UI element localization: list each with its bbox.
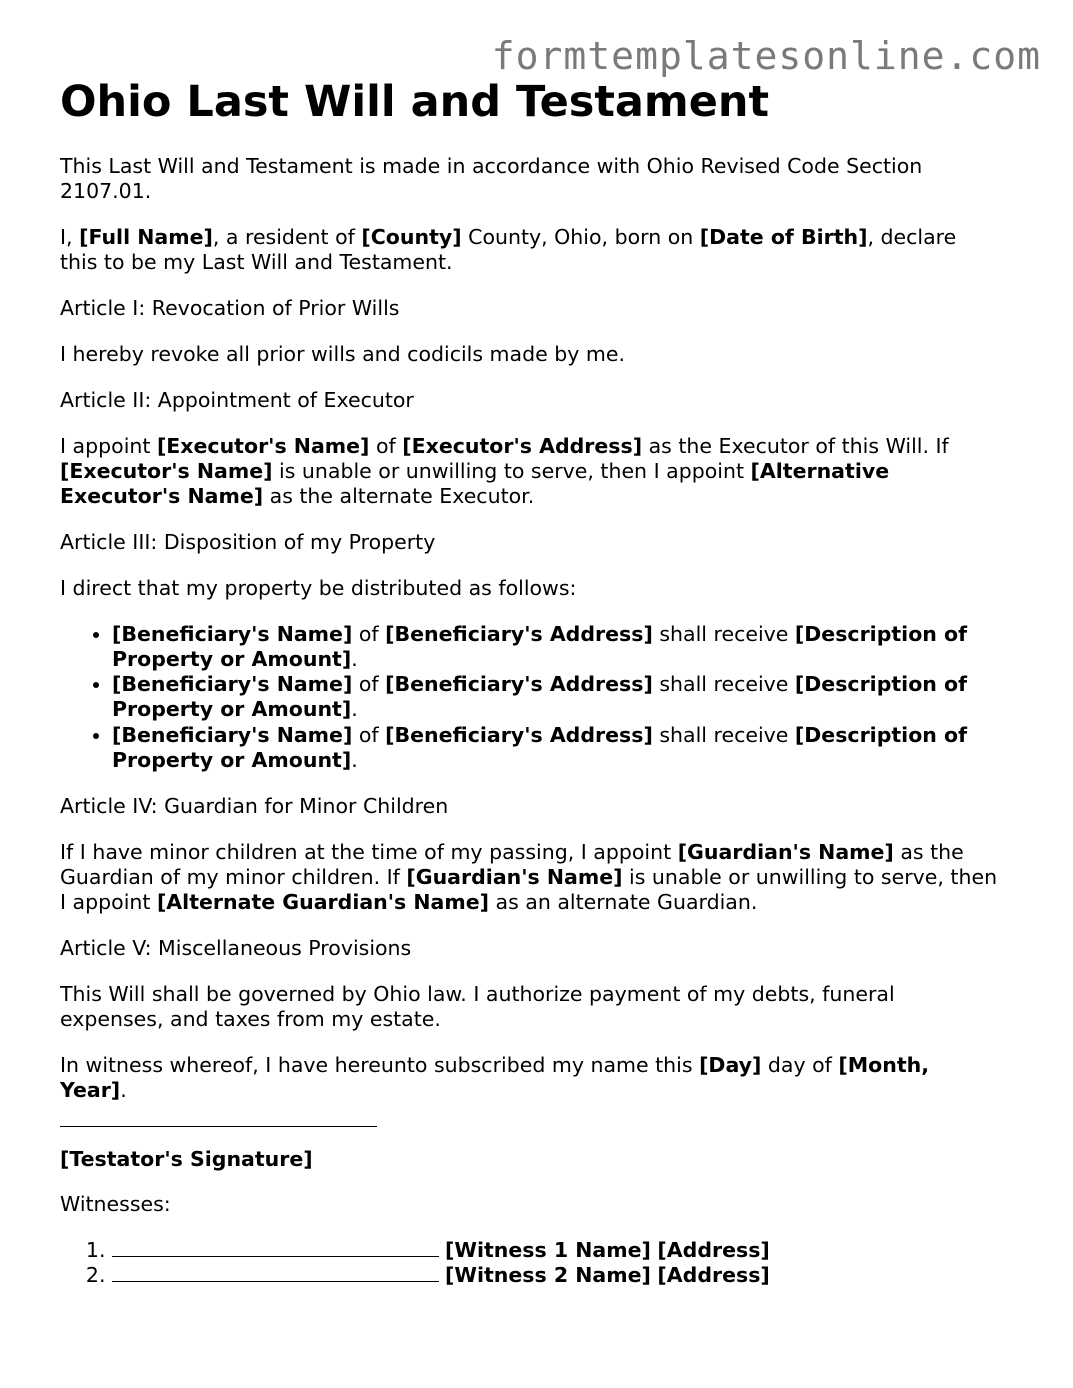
article-5-heading: Article V: Miscellaneous Provisions [60, 936, 412, 961]
text: as the Guardian of my minor children. If [60, 839, 964, 889]
day-placeholder: [Day] [699, 1052, 762, 1077]
text: . [120, 1078, 127, 1103]
page-title: Ohio Last Will and Testament [60, 77, 770, 127]
text: of [352, 621, 386, 646]
article-5-text: This Will shall be governed by Ohio law. I authorize payment of my debts, funeral expenses, and taxes from my estate. [60, 981, 895, 1032]
property-placeholder: [Description of Property or Amount] [112, 722, 968, 773]
text: . [351, 748, 358, 773]
month-year-placeholder: [Month, Year] [60, 1052, 930, 1103]
beneficiary-address-placeholder: [Beneficiary's Address] [385, 672, 653, 697]
text: as an alternate Guardian. [489, 890, 758, 915]
alt-guardian-placeholder: [Alternate Guardian's Name] [156, 890, 490, 915]
document-body [60, 154, 1000, 1289]
beneficiary-item [112, 672, 1000, 723]
article-4-heading: Article IV: Guardian for Minor Children [60, 793, 449, 818]
property-placeholder: [Description of Property or Amount] [112, 621, 968, 671]
text: I appoint [60, 433, 157, 458]
text: County, Ohio, born on [461, 225, 700, 250]
text: , declare this to be my Last Will and Testament. [60, 225, 957, 275]
text: as the alternate Executor. [263, 484, 535, 509]
witnesses-label: Witnesses: [60, 1192, 171, 1217]
beneficiary-name-placeholder: [Beneficiary's Name] [112, 621, 353, 646]
executor-name-placeholder: [Executor's Name] [156, 433, 370, 458]
witness-item [112, 1263, 1000, 1288]
executor-address-placeholder: [Executor's Address] [402, 433, 643, 458]
testator-signature-placeholder: [Testator's Signature] [60, 1146, 313, 1171]
guardian-placeholder: [Guardian's Name] [406, 864, 623, 889]
watermark: formtemplatesonline.com [491, 34, 1041, 78]
witness-clause [60, 1053, 1000, 1104]
text: shall receive [652, 722, 795, 747]
text: shall receive [652, 621, 795, 646]
text: , a resident of [212, 225, 362, 250]
beneficiary-item [112, 622, 1000, 673]
text: is unable or unwilling to serve, then I appoint [60, 864, 998, 915]
article-2-text [60, 434, 1000, 510]
witness-address-placeholder: [Address] [657, 1263, 770, 1288]
witness-item [112, 1238, 1000, 1263]
text: In witness whereof, I have hereunto subscribed my name this [60, 1052, 700, 1077]
guardian-placeholder: [Guardian's Name] [677, 839, 894, 864]
dob-placeholder: [Date of Birth] [699, 225, 868, 250]
text: of [352, 722, 386, 747]
text: I, [60, 225, 80, 250]
text: as the Executor of this Will. If [642, 433, 949, 458]
executor-name-placeholder: [Executor's Name] [60, 458, 273, 483]
article-4-text [60, 840, 1000, 916]
text: If I have minor children at the time of my passing, I appoint [60, 839, 678, 864]
testator-signature-label [60, 1147, 1000, 1172]
text: of [369, 433, 403, 458]
text: shall receive [652, 672, 795, 697]
beneficiary-address-placeholder: [Beneficiary's Address] [385, 722, 653, 747]
witness-signature-line [112, 1264, 439, 1282]
beneficiary-item [112, 723, 1000, 774]
declaration-paragraph [60, 225, 1000, 276]
beneficiary-list [60, 622, 1000, 774]
alt-executor-placeholder: [Alternative Executor's Name] [60, 458, 890, 509]
full-name-placeholder: [Full Name] [79, 225, 213, 250]
county-placeholder: [County] [361, 225, 462, 250]
beneficiary-name-placeholder: [Beneficiary's Name] [112, 722, 353, 747]
beneficiary-name-placeholder: [Beneficiary's Name] [112, 672, 353, 697]
beneficiary-address-placeholder: [Beneficiary's Address] [385, 621, 653, 646]
witness-address-placeholder: [Address] [657, 1238, 770, 1263]
article-3-heading: Article III: Disposition of my Property [60, 529, 436, 554]
witness-name-placeholder: [Witness 2 Name] [445, 1263, 651, 1288]
property-placeholder: [Description of Property or Amount] [112, 672, 968, 722]
text: . [351, 646, 358, 671]
article-1-text: I hereby revoke all prior wills and codicils made by me. [60, 341, 625, 366]
text: is unable or unwilling to serve, then I appoint [272, 458, 751, 483]
article-2-heading: Article II: Appointment of Executor [60, 387, 414, 412]
testator-signature-line [60, 1126, 377, 1127]
witness-list [60, 1238, 1000, 1289]
witness-signature-line [112, 1239, 439, 1257]
text: day of [761, 1052, 839, 1077]
intro-paragraph: This Last Will and Testament is made in accordance with Ohio Revised Code Section 2107.01. [60, 154, 923, 204]
witness-name-placeholder: [Witness 1 Name] [445, 1238, 651, 1263]
article-3-intro: I direct that my property be distributed as follows: [60, 575, 577, 600]
text: . [351, 697, 358, 722]
text: of [352, 672, 386, 697]
article-1-heading: Article I: Revocation of Prior Wills [60, 296, 400, 321]
